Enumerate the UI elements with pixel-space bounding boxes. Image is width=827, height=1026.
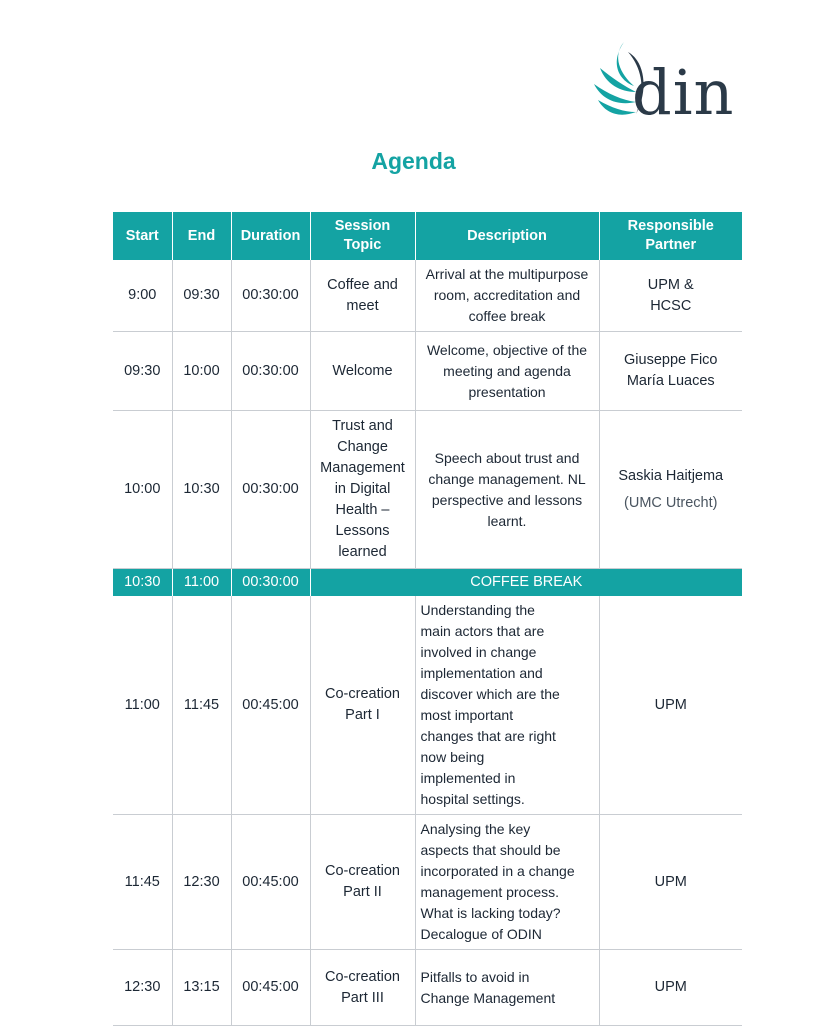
description: Welcome, objective of the meeting and agenda presentation <box>415 332 599 411</box>
end-time: 10:30 <box>172 411 231 569</box>
responsible-partner <box>599 260 742 332</box>
end-time: 12:30 <box>172 815 231 950</box>
duration: 00:30:00 <box>231 411 310 569</box>
header-end: End <box>172 212 231 260</box>
table-row <box>113 596 742 815</box>
table-row <box>113 411 742 569</box>
description-line: What is lacking today? <box>420 905 561 921</box>
end-time: 09:30 <box>172 260 231 332</box>
odin-logo <box>590 40 765 129</box>
duration: 00:45:00 <box>231 596 310 815</box>
header-start: Start <box>113 212 172 260</box>
header-session-topic: Session Topic <box>310 212 415 260</box>
duration: 00:30:00 <box>231 569 310 597</box>
header-responsible-partner: Responsible Partner <box>599 212 742 260</box>
start-time: 12:30 <box>113 950 172 1026</box>
session-topic-text: Coffee and meet <box>327 276 398 314</box>
duration: 00:45:00 <box>231 950 310 1026</box>
start-time: 11:45 <box>113 815 172 950</box>
description-line: Pitfalls to avoid in <box>420 968 530 985</box>
description-line: most important <box>420 707 514 723</box>
description-line: aspects that should be <box>420 842 561 858</box>
session-topic <box>310 950 415 1026</box>
start-time: 10:30 <box>113 569 172 597</box>
header-description: Description <box>415 212 599 260</box>
start-time: 11:00 <box>113 596 172 815</box>
table-header-row <box>113 212 742 260</box>
description: Speech about trust and change management. NL perspective and lessons learnt. <box>415 411 599 569</box>
description-line: Understanding the <box>420 602 535 618</box>
description-line: Change Management <box>420 989 556 1006</box>
responsible-partner: UPM <box>599 815 742 950</box>
description-line: changes that are right <box>420 728 556 744</box>
responsible-name: Saskia Haitjema <box>618 467 724 484</box>
responsible-partner: UPM <box>599 596 742 815</box>
responsible-name: UPM & HCSC <box>647 276 694 314</box>
description-line: Decalogue of ODIN <box>420 926 542 942</box>
table-row <box>113 950 742 1026</box>
session-topic-text: Co-creation Part III <box>325 968 400 1006</box>
coffee-break-row <box>113 569 742 597</box>
end-time: 10:00 <box>172 332 231 411</box>
responsible-name: Giuseppe Fico María Luaces <box>624 352 718 389</box>
description-line: management process. <box>420 884 560 900</box>
header-duration: Duration <box>231 212 310 260</box>
description <box>415 950 599 1026</box>
description-line: discover which are the <box>420 686 560 702</box>
description-line: implementation and <box>420 665 543 681</box>
description: Arrival at the multipurpose room, accreditation and coffee break <box>415 260 599 332</box>
table-row <box>113 815 742 950</box>
session-topic-text: Co-creation Part I <box>325 686 400 723</box>
table-row <box>113 332 742 411</box>
description-line: Analysing the key <box>420 821 531 837</box>
description-line: implemented in <box>420 770 516 786</box>
responsible-partner: UPM <box>599 950 742 1026</box>
description-line: incorporated in a change <box>420 863 575 879</box>
session-topic <box>310 260 415 332</box>
end-time: 11:45 <box>172 596 231 815</box>
duration: 00:30:00 <box>231 260 310 332</box>
description <box>415 596 599 815</box>
end-time: 13:15 <box>172 950 231 1026</box>
end-time: 11:00 <box>172 569 231 597</box>
description-line: hospital settings. <box>420 791 525 807</box>
session-topic <box>310 596 415 815</box>
start-time: 10:00 <box>113 411 172 569</box>
logo-text: din <box>632 56 735 129</box>
description-line: involved in change <box>420 644 537 660</box>
description <box>415 815 599 950</box>
responsible-partner <box>599 411 742 569</box>
duration: 00:45:00 <box>231 815 310 950</box>
table-row <box>113 260 742 332</box>
session-topic <box>310 815 415 950</box>
session-topic: Welcome <box>310 332 415 411</box>
coffee-break-label: COFFEE BREAK <box>310 569 742 597</box>
description-line: main actors that are <box>420 623 545 639</box>
responsible-partner <box>599 332 742 411</box>
responsible-affiliation: (UMC Utrecht) <box>624 494 718 511</box>
description-line: now being <box>420 749 485 765</box>
session-topic-text: Co-creation Part II <box>325 863 400 900</box>
session-topic: Trust and Change Management in Digital Health – Lessons learned <box>310 411 415 569</box>
page-title: Agenda <box>371 148 456 174</box>
start-time: 9:00 <box>113 260 172 332</box>
start-time: 09:30 <box>113 332 172 411</box>
agenda-table <box>113 212 742 1026</box>
duration: 00:30:00 <box>231 332 310 411</box>
